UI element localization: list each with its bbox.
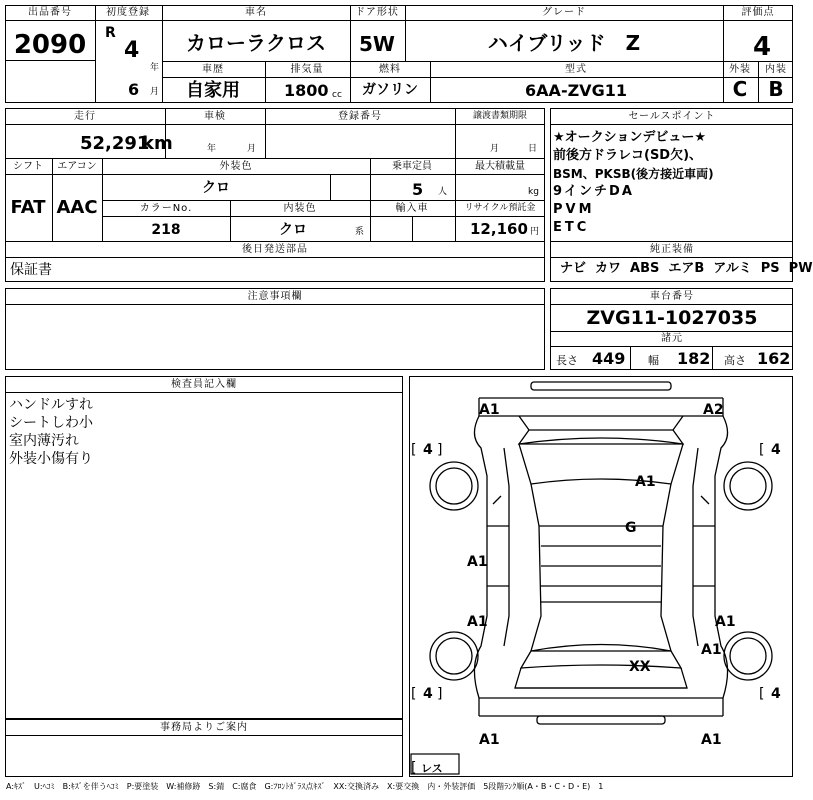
inspector-note: ハンドルすれ	[9, 397, 93, 413]
transfer-label: 譲渡書類期限	[472, 111, 528, 121]
tire-rl: 4	[423, 686, 433, 702]
score: 4	[752, 32, 772, 62]
history-label: 車歴	[202, 64, 224, 75]
int-color: クロ	[279, 222, 307, 238]
tire-bracket-rl: [	[411, 686, 417, 702]
year-unit: 年	[150, 63, 160, 73]
shift: FAT	[10, 197, 46, 218]
tire-bracket-fl: [	[411, 442, 417, 458]
equipment-label: 純正装備	[650, 244, 694, 255]
color: クロ	[202, 180, 230, 196]
spec-label: 諸元	[661, 333, 683, 344]
reg-month: 6	[128, 80, 140, 99]
sales-point: ★オークションデビュー★	[553, 130, 707, 145]
spare-tire: レス	[421, 762, 443, 775]
damage-mark: A1	[467, 554, 488, 570]
spare-bracket: [	[411, 760, 417, 776]
exterior-grade: C	[732, 77, 748, 101]
later-parts: 保証書	[10, 262, 52, 278]
inspection-month-unit: 月	[247, 144, 257, 154]
damage-mark: A1	[715, 614, 736, 630]
height-label: 高さ	[724, 354, 746, 367]
grade: ハイブリッド Z	[487, 31, 641, 55]
notes-label: 注意事項欄	[247, 291, 303, 302]
load-label: 最大積載量	[475, 161, 525, 172]
era: R	[105, 25, 116, 41]
tire-fr: 4	[771, 442, 781, 458]
inspector-note: 外装小傷有り	[9, 451, 93, 467]
damage-mark: A1	[467, 614, 488, 630]
sales-point: 前後方ドラレコ(SD欠)、	[553, 148, 703, 163]
equipment-item: エアB	[668, 261, 705, 276]
model: 6AA-ZVG11	[525, 81, 627, 100]
transfer-day-unit: 日	[528, 144, 538, 154]
equipment-item: ABS	[630, 261, 660, 276]
damage-mark: G	[625, 520, 637, 536]
interior-grade: B	[768, 77, 784, 101]
lot-number: 2090	[13, 30, 87, 60]
damage-mark: A1	[635, 474, 656, 490]
tire-bracket-fr: [	[759, 442, 765, 458]
sales-point: BSM、PKSB(後方接近車両)	[553, 167, 714, 181]
damage-mark: A1	[701, 642, 722, 658]
ac-label: エアコン	[57, 161, 97, 172]
regno-label: 登録番号	[338, 111, 382, 122]
capacity: 5	[412, 180, 424, 199]
tire-bracket-rr: [	[759, 686, 765, 702]
fuel-label: 燃料	[379, 64, 401, 75]
equipment-item: アルミ	[713, 261, 752, 276]
recycle-unit: 円	[530, 227, 540, 237]
legend: A:ｷｽﾞ U:ﾍｺﾐ B:ｷｽﾞを伴うﾍｺﾐ P:要塗装 W:補修跡 S:錆 C:腐食 G:ﾌﾛﾝﾄｶﾞﾗｽ点ｷｽﾞ XX:交換済み X:要交換 内・外装評価 5段階ﾗﾝｸ順(A・B・C・D・E) 1	[6, 782, 604, 791]
door-type: 5W	[359, 32, 395, 56]
later-parts-label: 後日発送部品	[242, 244, 308, 255]
damage-mark: A2	[703, 402, 724, 418]
displacement: 1800	[284, 81, 329, 100]
int-color-label: 内装色	[283, 203, 317, 214]
damage-mark: A1	[479, 402, 500, 418]
fuel: ガソリン	[362, 82, 418, 98]
grade-label: グレード	[542, 7, 586, 18]
mileage-unit: km	[142, 133, 173, 154]
tire-fl: 4	[423, 442, 433, 458]
chassis-label: 車台番号	[650, 291, 694, 302]
office-label: 事務局よりご案内	[160, 722, 248, 733]
inspection-label: 車検	[204, 111, 226, 122]
color-label: 外装色	[219, 161, 253, 172]
car-name-label: 車名	[245, 7, 267, 18]
equipment-item: PW	[788, 261, 813, 276]
tire-bracket-fl-end: ]	[437, 442, 443, 458]
shift-label: シフト	[13, 161, 43, 172]
month-unit: 月	[150, 87, 160, 97]
ac: AAC	[56, 197, 98, 218]
capacity-label: 乗車定員	[392, 161, 432, 172]
sales-point: ETC	[553, 220, 590, 235]
recycle: 12,160	[470, 220, 528, 238]
mileage: 52,291	[80, 133, 150, 154]
capacity-unit: 人	[438, 187, 448, 197]
length: 449	[592, 349, 626, 368]
sales-point: PVM	[553, 202, 595, 217]
equipment-item: PS	[760, 261, 780, 276]
door-label: ドア形状	[355, 7, 399, 18]
chassis-number: ZVG11-1027035	[586, 307, 758, 329]
sales-point: 9インチDA	[553, 184, 634, 199]
car-name: カローラクロス	[186, 31, 326, 55]
tire-rr: 4	[771, 686, 781, 702]
damage-mark: A1	[701, 732, 722, 748]
lot-label: 出品番号	[28, 7, 72, 18]
displacement-label: 排気量	[290, 64, 324, 75]
inspector-notes	[9, 396, 93, 468]
mileage-label: 走行	[74, 111, 96, 122]
interior-label: 内装	[765, 64, 787, 75]
inspector-note: シートしわ小	[9, 415, 93, 431]
width: 182	[677, 349, 711, 368]
sales-points-label: セールスポイント	[628, 111, 716, 122]
height: 162	[757, 349, 791, 368]
color-no: 218	[151, 222, 181, 238]
color-no-label: カラーNo.	[139, 203, 193, 214]
length-label: 長さ	[556, 354, 578, 367]
history: 自家用	[186, 80, 240, 101]
model-label: 型式	[565, 64, 587, 75]
car-diagram	[409, 376, 793, 777]
load-unit: kg	[528, 187, 539, 197]
equipment-list	[560, 262, 813, 275]
exterior-label: 外装	[729, 64, 751, 75]
width-label: 幅	[648, 354, 659, 367]
import-label: 輸入車	[395, 203, 429, 214]
displacement-unit: cc	[332, 90, 342, 100]
equipment-item: カワ	[595, 261, 622, 276]
score-label: 評価点	[741, 7, 775, 18]
equipment-item: ナビ	[560, 261, 587, 276]
inspection-year-unit: 年	[207, 144, 217, 154]
recycle-label: リサイクル預託金	[464, 203, 536, 213]
damage-mark: A1	[479, 732, 500, 748]
inspector-note: 室内薄汚れ	[9, 433, 79, 449]
tire-bracket-rl-end: ]	[437, 686, 443, 702]
reg-label: 初度登録	[106, 7, 150, 18]
reg-year: 4	[124, 38, 140, 63]
damage-mark: XX	[629, 659, 651, 675]
int-color-unit: 系	[355, 227, 365, 237]
transfer-month-unit: 月	[490, 144, 500, 154]
inspector-label: 検査員記入欄	[171, 379, 237, 390]
sales-points-list	[553, 129, 714, 237]
